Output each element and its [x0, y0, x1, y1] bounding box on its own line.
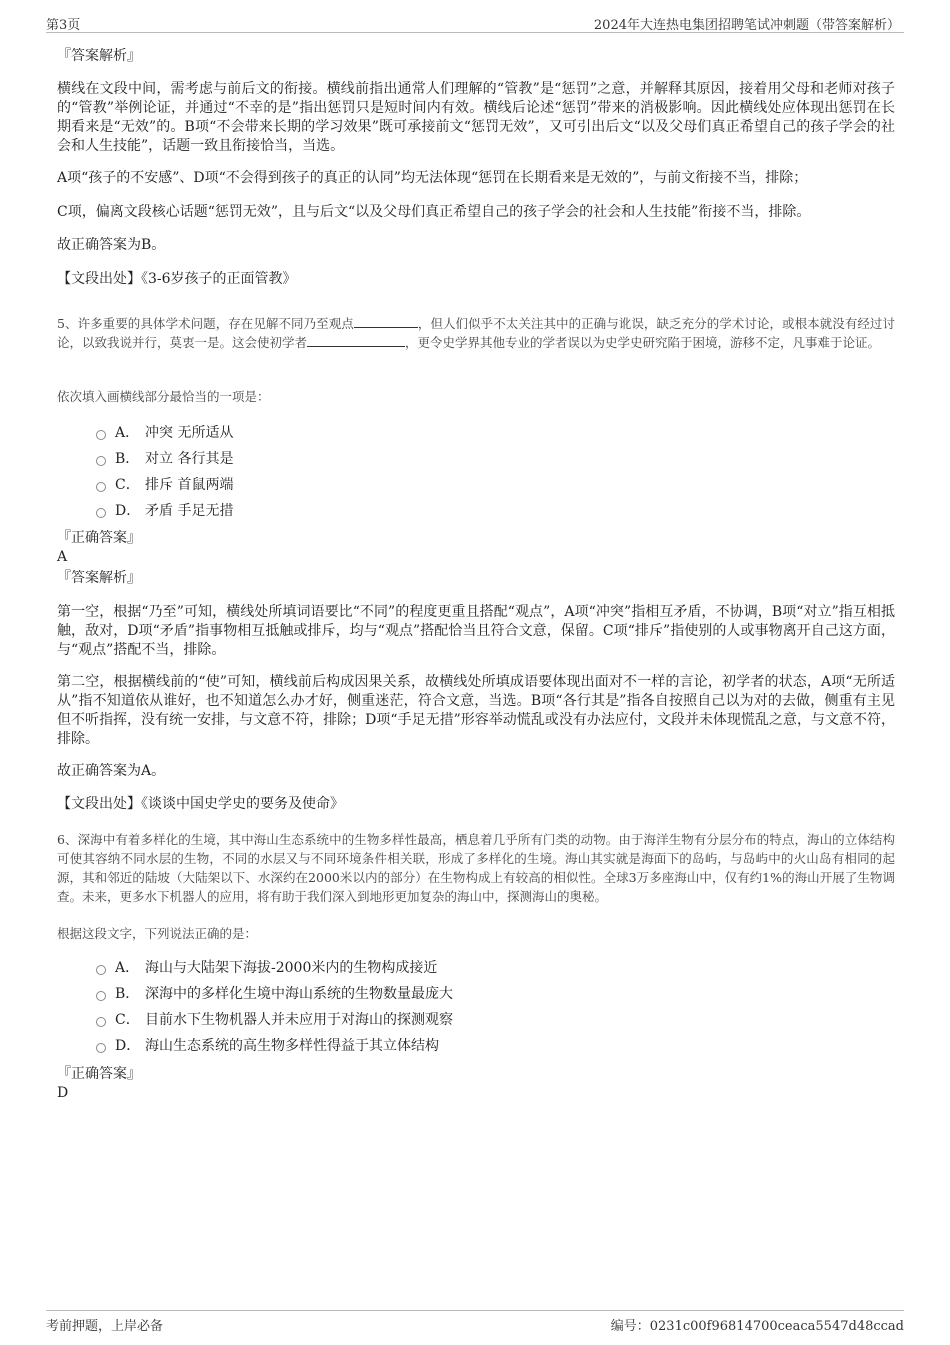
q4-source: 【文段出处】《3-6岁孩子的正面管教》 — [57, 271, 297, 287]
q4-analysis-paragraph-2: A项“孩子的不安感”、D项“不会得到孩子的真正的认同”均无法体现“惩罚在长期看来是无效的”，与前文衔接不当，排除； — [57, 170, 808, 186]
document-code: 编号：0231c00f96814700ceaca5547d48ccad — [610, 1319, 904, 1334]
q5-text-part-b: ，但人们似乎不太关注其中的正确与讹误，缺乏充分的学术讨论，或根本就没有经过讨论，以致我说并行，莫衷一是。这会使初学者 — [57, 316, 895, 350]
q5-text-part-a: 5、许多重要的具体学术问题，存在见解不同乃至观点 — [57, 316, 354, 331]
q6-prompt: 根据这段文字，下列说法正确的是： — [57, 926, 258, 941]
q4-analysis-paragraph-1: 横线在文段中间，需考虑与前后文的衔接。横线前指出通常人们理解的“管教”是“惩罚”之意，并解释其原因，接着用父母和老师对孩子的“管教”举例论证，并通过“不幸的是”指出惩罚只是短时间内有效。横线后论述“惩罚”带来的消极影响。因此横线处应体现出惩罚在长期看来是“无效”的。B项“不会带来长期的学习效果”既可承接前文“惩罚无效”，又可引出后文“以及父母们真正希望自己的孩子学会的社会和人生技能”，话题一致且衔接恰当，当选。 — [57, 81, 895, 154]
radio-icon[interactable] — [96, 991, 106, 1001]
q4-analysis-paragraph-3: C项，偏离文段核心话题“惩罚无效”，且与后文“以及父母们真正希望自己的孩子学会的社会和人生技能”衔接不当，排除。 — [57, 204, 811, 220]
q6-option-d[interactable]: D． 海山生态系统的高生物多样性得益于其立体结构 — [96, 1036, 439, 1056]
q6-option-a[interactable]: A． 海山与大陆架下海拔-2000米内的生物构成接近 — [96, 958, 437, 978]
q6-answer: D — [57, 1085, 69, 1101]
radio-icon[interactable] — [96, 430, 106, 440]
q5-analysis-paragraph-1: 第一空，根据“乃至”可知，横线处所填词语要比“不同”的程度更重且搭配“观点”，A项“冲突”指相互矛盾，不协调，B项“对立”指互相抵触，敌对，D项“矛盾”指事物相互抵触或排斥，均与“观点”搭配恰当且符合文意，保留。C项“排斥”指使别的人或事物离开自己这方面，与“观点”搭配不当，排除。 — [57, 604, 895, 658]
q5-blank-2 — [307, 334, 405, 347]
page-header — [46, 12, 904, 33]
document-title: 2024年大连热电集团招聘笔试冲刺题（带答案解析） — [593, 18, 900, 33]
footer-slogan: 考前押题，上岸必备 — [46, 1319, 164, 1334]
q5-prompt: 依次填入画横线部分最恰当的一项是： — [57, 389, 270, 404]
q5-option-d[interactable]: D． 矛盾 手足无措 — [96, 501, 233, 521]
q5-blank-1 — [354, 315, 418, 328]
q5-question-text — [57, 314, 895, 352]
q6-question-text: 6、深海中有着多样化的生境，其中海山生态系统中的生物多样性最高，栖息着几乎所有门类的动物。由于海洋生物有分层分布的特点，海山的立体结构可使其容纳不同水层的生物，不同的水层又与不同环境条件相关联，形成了多样化的生境。海山其实就是海面下的岛屿，与岛屿中的火山岛有相同的起源，其和邻近的陆坡（大陆架以下、水深约在2000米以内的部分）在生物构成上有较高的相似性。全球3万多座海山中，仅有约1%的海山开展了生物调查。未来，更多水下机器人的应用，将有助于我们深入到地形更加复杂的海山中，探测海山的奥秘。 — [57, 832, 895, 904]
q5-conclusion: 故正确答案为A。 — [57, 763, 166, 779]
radio-icon[interactable] — [96, 965, 106, 975]
q6-option-c[interactable]: C． 目前水下生物机器人并未应用于对海山的探测观察 — [96, 1010, 453, 1030]
radio-icon[interactable] — [96, 1017, 106, 1027]
q5-answer: A — [57, 549, 68, 565]
q5-source: 【文段出处】《谈谈中国史学史的要务及使命》 — [57, 796, 344, 812]
q4-analysis-label: 『答案解析』 — [57, 48, 141, 64]
q5-analysis-label: 『答案解析』 — [57, 570, 141, 586]
radio-icon[interactable] — [96, 456, 106, 466]
q5-option-a[interactable]: A． 冲突 无所适从 — [96, 423, 233, 443]
page-number: 第3页 — [46, 18, 81, 33]
radio-icon[interactable] — [96, 1043, 106, 1053]
q6-option-b[interactable]: B． 深海中的多样化生境中海山系统的生物数量最庞大 — [96, 984, 453, 1004]
radio-icon[interactable] — [96, 482, 106, 492]
q4-conclusion: 故正确答案为B。 — [57, 237, 166, 253]
q5-option-c[interactable]: C． 排斥 首鼠两端 — [96, 475, 233, 495]
q5-text-part-c: ，更令史学界其他专业的学者误以为史学史研究陷于困境，游移不定，凡事难于论证。 — [405, 335, 881, 350]
q5-option-b[interactable]: B． 对立 各行其是 — [96, 449, 233, 469]
q5-analysis-paragraph-2: 第二空，根据横线前的“使”可知，横线前后构成因果关系，故横线处所填成语要体现出面对不一样的言论，初学者的状态，A项“无所适从”指不知道依从谁好，也不知道怎么办才好，侧重迷茫，符合文意，当选。B项“各行其是”指各自按照自己以为对的去做，侧重有主见但不听指挥，没有统一安排，与文意不符，排除；D项“手足无措”形容举动慌乱或没有办法应付，文段并未体现慌乱之意，与文意不符，排除。 — [57, 674, 895, 747]
page-footer — [46, 1310, 904, 1335]
q6-answer-label: 『正确答案』 — [57, 1066, 141, 1082]
q5-answer-label: 『正确答案』 — [57, 530, 141, 546]
radio-icon[interactable] — [96, 508, 106, 518]
